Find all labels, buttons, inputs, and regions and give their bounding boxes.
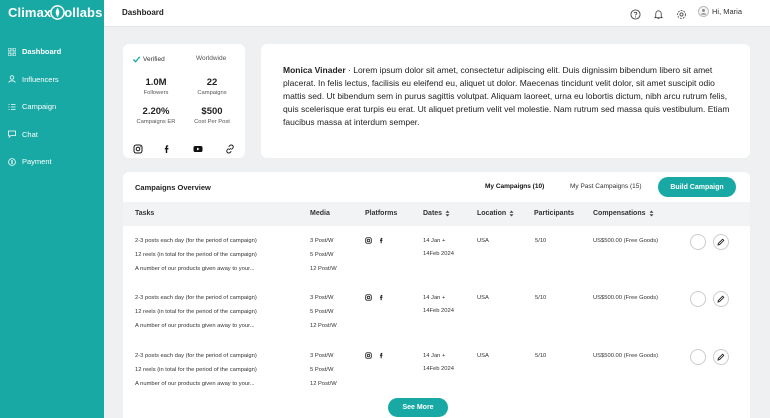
sidebar-item-campaign[interactable] [0,93,104,121]
location-text: USA [477,238,489,244]
brand-logo[interactable] [8,5,102,20]
link-icon[interactable] [225,141,235,151]
location-text: USA [477,295,489,301]
campaigns-overview-card [123,172,750,418]
bell-icon[interactable] [653,7,664,18]
media-text: 12 Post/W [310,266,337,272]
pencil-icon [717,295,725,303]
platform-icons [365,237,385,244]
col-location-label: Location [477,210,507,217]
sidebar [0,0,104,418]
user-greeting: Hi, Maria [712,7,743,16]
date-end: 14Feb 2024 [423,251,454,257]
profile-stats-card [123,44,245,158]
brand-name-part1: Climax [8,5,52,20]
check-icon [132,55,141,64]
payment-icon [8,158,16,166]
bio-text [283,64,739,129]
media-text: 12 Post/W [310,381,337,387]
followers-stat [127,77,185,96]
bio-name: Monica Vinader [283,65,346,75]
brand-flame-icon [50,5,65,20]
bio-card [261,44,750,158]
user-menu[interactable] [698,6,742,17]
verified-badge [132,55,165,64]
media-text: 5 Post/W [310,252,334,258]
facebook-icon [378,294,385,301]
cpp-label: Cost Per Post [194,119,230,125]
facebook-icon[interactable] [162,141,172,151]
campaigns-stat [183,77,241,96]
col-participants-label: Participants [534,210,575,217]
build-campaign-button[interactable]: Build Campaign [658,177,736,197]
grid-icon [8,48,16,56]
campaigns-label: Campaigns [197,90,227,96]
campaigns-value: 22 [206,77,218,88]
media-text: 5 Post/W [310,309,334,315]
compensation-text: US$500.00 (Free Goods) [593,295,659,301]
date-start: 14 Jan + [423,238,446,244]
task-text: 12 reels (in total for the period of the campaign) [135,309,257,315]
instagram-icon [365,237,372,244]
task-text: 12 reels (in total for the period of the campaign) [135,252,257,258]
date-start: 14 Jan + [423,295,446,301]
col-media [310,210,330,217]
instagram-icon [365,352,372,359]
chat-icon [8,130,16,138]
participants-text: 5/10 [535,295,547,301]
brand-name-part2: ollabs [64,5,103,20]
col-tasks [135,210,154,217]
task-text: 2-3 posts each day (for the period of campaign) [135,353,257,359]
youtube-icon[interactable] [193,141,203,151]
col-participants [534,210,574,217]
sort-icon[interactable] [649,210,654,217]
media-text: 3 Post/W [310,353,334,359]
sidebar-item-dashboard[interactable] [0,38,104,66]
table-row [123,232,750,290]
col-compensations [593,210,654,217]
region-label: Worldwide [196,55,227,62]
col-dates-label: Dates [423,210,443,217]
facebook-icon [378,352,385,359]
facebook-icon [378,237,385,244]
table-header [123,202,750,226]
media-text: 3 Post/W [310,295,334,301]
followers-label: Followers [143,90,169,96]
select-circle-button[interactable] [690,349,706,365]
help-icon[interactable] [630,7,641,18]
bio-description: · Lorem ipsum dolor sit amet, consectetur adipiscing elit. Duis dignissim bibendum libero sit amet placerat. In felis lectus, facilisis eu eleifend eu, aliquet ut dolor. Maecenas tincidunt velit dolor, sit amet suscipit odio mattis sed. Ut bibendum sem in purus sagittis volutpat. Aliquam laoreet, urna eu lobortis dictum, nibh arcu rutrum felis, quis scelerisque erat turpis eu erat. Ut aliquet pretium velit vel molestie. Nam rutrum sed massa quis vestibulum. Etiam faucibus massa at interdum semper. [283,65,730,127]
media-text: 3 Post/W [310,238,334,244]
page-title: Dashboard [122,8,164,17]
task-text: 2-3 posts each day (for the period of campaign) [135,295,257,301]
tab-my-campaigns[interactable]: My Campaigns (10) [485,183,545,190]
user-icon [8,75,16,83]
participants-text: 5/10 [535,353,547,359]
er-label: Campaigns ER [136,119,176,125]
task-text: A number of our products given away to your... [135,323,255,329]
verified-label: Verified [143,56,165,63]
col-compensations-label: Compensations [593,210,646,217]
avatar [698,6,709,17]
select-circle-button[interactable] [690,234,706,250]
table-row [123,347,750,405]
cpp-value: $500 [201,106,223,117]
avatar-user-icon [700,8,707,15]
sidebar-item-label: Campaign [22,102,57,112]
edit-button[interactable] [713,349,729,365]
tab-past-campaigns[interactable]: My Past Campaigns (15) [570,183,642,190]
er-stat [127,106,185,125]
see-more-button[interactable]: See More [388,398,448,417]
media-text: 12 Post/W [310,323,337,329]
instagram-icon [365,294,372,301]
col-tasks-label: Tasks [135,210,155,217]
task-text: 2-3 posts each day (for the period of campaign) [135,238,257,244]
sidebar-nav [0,38,104,176]
col-platforms [365,210,397,217]
sidebar-item-payment[interactable] [0,148,104,176]
sort-icon[interactable] [509,210,514,217]
list-icon [8,103,16,111]
compensation-text: US$500.00 (Free Goods) [593,238,659,244]
pencil-icon [717,238,725,246]
task-text: 12 reels (in total for the period of the campaign) [135,367,257,373]
media-text: 5 Post/W [310,367,334,373]
cpp-stat [183,106,241,125]
edit-button[interactable] [713,234,729,250]
date-end: 14Feb 2024 [423,366,454,372]
sidebar-item-label: Chat [22,129,38,139]
sort-icon[interactable] [445,210,450,217]
sidebar-item-chat[interactable] [0,121,104,149]
location-text: USA [477,353,489,359]
instagram-icon[interactable] [133,141,143,151]
edit-button[interactable] [713,291,729,307]
participants-text: 5/10 [535,238,547,244]
sidebar-item-label: Payment [22,157,52,167]
top-header [104,0,770,27]
gear-icon[interactable] [676,7,687,18]
col-dates [423,210,450,217]
task-text: A number of our products given away to your... [135,381,255,387]
pencil-icon [717,353,725,361]
select-circle-button[interactable] [690,291,706,307]
col-platforms-label: Platforms [365,210,398,217]
compensation-text: US$500.00 (Free Goods) [593,353,659,359]
campaigns-title: Campaigns Overview [135,183,211,192]
date-end: 14Feb 2024 [423,308,454,314]
platform-icons [365,352,385,359]
followers-value: 1.0M [145,77,167,88]
col-media-label: Media [310,210,330,217]
task-text: A number of our products given away to your... [135,266,255,272]
date-start: 14 Jan + [423,353,446,359]
sidebar-item-label: Dashboard [22,47,62,57]
er-value: 2.20% [142,106,170,117]
table-row [123,289,750,347]
platform-icons [365,294,385,301]
sidebar-item-label: Influencers [22,74,59,84]
sidebar-item-influencers[interactable] [0,66,104,94]
col-location [477,210,514,217]
